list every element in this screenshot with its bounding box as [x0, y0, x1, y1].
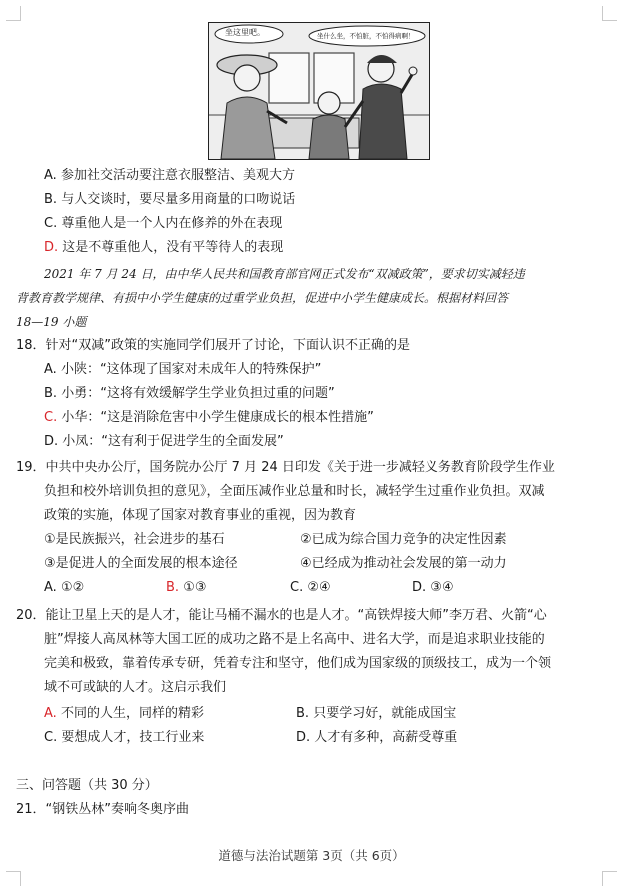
q17-option-a: A. 参加社交活动要注意衣服整洁、美观大方: [44, 168, 295, 183]
q17-option-b: B. 与人交谈时，要尽量多用商量的口吻说话: [44, 192, 296, 207]
q17-option-c: C. 尊重他人是一个人内在修养的外在表现: [44, 216, 283, 231]
crop-mark-bottom-left: [6, 871, 21, 886]
passage-line-1: 2021 年 7 月 24 日，由中华人民共和国教育部官网正式发布“双减政策”，要求切实减轻违: [44, 267, 525, 281]
q19-option-d: D. ③④: [412, 580, 454, 595]
q19-statement-1: ①是民族振兴，社会进步的基石: [44, 532, 225, 547]
q19-stem-line-2: 负担和校外培训负担的意见》，全面压减作业总量和时长，减轻学生过重作业负担。双减: [44, 484, 545, 499]
crop-mark-bottom-right: [602, 871, 617, 886]
q19-statement-4: ④已经成为推动社会发展的第一动力: [300, 556, 507, 571]
q19-stem-line-3: 政策的实施，体现了国家对教育事业的重视，因为教育: [44, 508, 357, 523]
q21-title: 21．“钢铁丛林”奏响冬奥序曲: [16, 802, 190, 817]
q18-option-c: C. 小华：“这是消除危害中小学生健康成长的根本性措施”: [44, 410, 374, 425]
section-3-heading: 三、问答题（共 30 分）: [16, 778, 158, 793]
q19-option-a: A. ①②: [44, 580, 85, 595]
cartoon-drawing: [209, 23, 429, 159]
speech-bubble-right: 坐什么坐，不怕脏，不怕得病啊！: [317, 32, 415, 40]
q18-option-a: A. 小陕：“这体现了国家对未成年人的特殊保护”: [44, 362, 322, 377]
q20-option-c: C. 要想成人才，技工行业来: [44, 730, 205, 745]
q19-stem-line-1: 19．中共中央办公厅，国务院办公厅 7 月 24 日印发《关于进一步减轻义务教育阶段学生作业: [16, 460, 555, 475]
q19-option-c: C. ②④: [290, 580, 331, 595]
q19-option-b: B. ①③: [166, 580, 207, 595]
q17-option-d: D. 这是不尊重他人，没有平等待人的表现: [44, 240, 284, 255]
q20-option-d: D. 人才有多种，高薪受尊重: [296, 730, 458, 745]
q20-option-b: B. 只要学习好，就能成国宝: [296, 706, 457, 721]
q18-option-b: B. 小勇：“这将有效缓解学生学业负担过重的问题”: [44, 386, 335, 401]
cartoon-illustration: [208, 22, 430, 160]
passage-line-3: 18—19 小题: [16, 315, 87, 329]
speech-bubble-left: 坐这里吧。: [225, 28, 265, 37]
q20-stem-line-1: 20．能让卫星上天的是人才，能让马桶不漏水的也是人才。“高铁焊接大师”李万君、火箭“心: [16, 608, 547, 623]
crop-mark-top-left: [6, 6, 21, 21]
q20-stem-line-4: 域不可或缺的人才。这启示我们: [44, 680, 227, 695]
q18-stem: 18．针对“双减”政策的实施同学们展开了讨论，下面认识不正确的是: [16, 338, 411, 353]
crop-mark-top-right: [602, 6, 617, 21]
q19-statement-3: ③是促进人的全面发展的根本途径: [44, 556, 238, 571]
q20-stem-line-3: 完美和极致，靠着传承专研，凭着专注和坚守，他们成为国家级的顶级技工，成为一个领: [44, 656, 552, 671]
passage-line-2: 背教育教学规律、有损中小学生健康的过重学业负担，促进中小学生健康成长。根据材料回答: [16, 291, 509, 305]
q20-option-a: A. 不同的人生，同样的精彩: [44, 706, 204, 721]
q18-option-d: D. 小凤：“这有利于促进学生的全面发展”: [44, 434, 284, 449]
q20-stem-line-2: 脏”焊接人高凤林等大国工匠的成功之路不是上名高中、进名大学，而是追求职业技能的: [44, 632, 545, 647]
page-footer: 道德与法治试题第 3页（共 6页）: [218, 848, 405, 863]
q19-statement-2: ②已成为综合国力竞争的决定性因素: [300, 532, 507, 547]
